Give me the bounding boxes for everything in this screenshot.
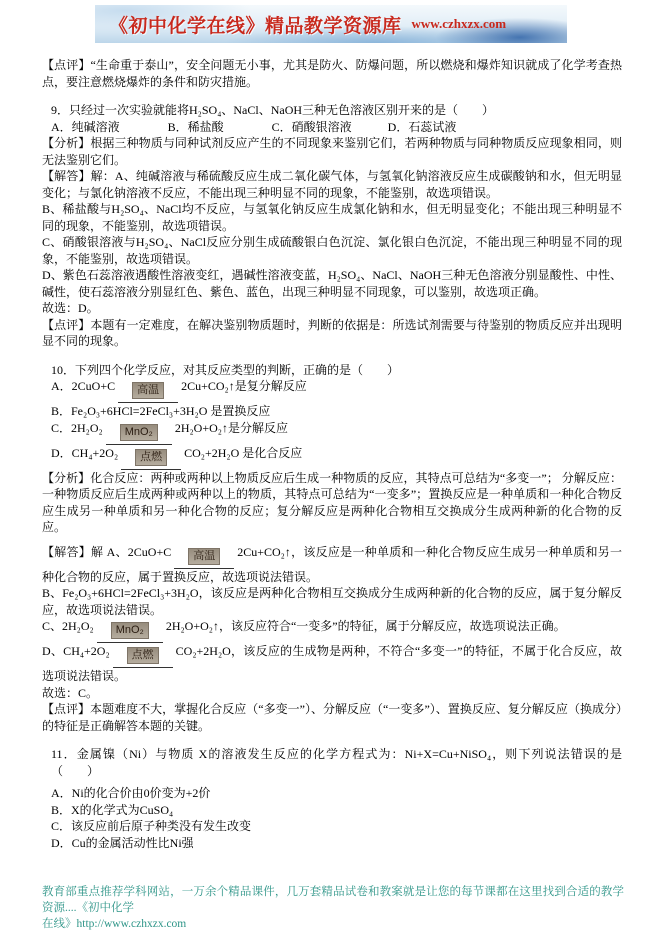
- question-9-options: A．纯碱溶液 B．稀盐酸 C．硝酸银溶液 D．石蕊试液: [51, 119, 457, 134]
- reaction-condition-label: MnO₂: [111, 622, 149, 639]
- equation-text: C、2H₂O₂: [42, 619, 94, 633]
- site-banner: [95, 5, 567, 43]
- equation-text: 2H₂O+O₂↑，该反应符合“一变多”的特征，属于分解反应，故选项说法正确。: [165, 619, 566, 633]
- banner-title: 《初中化学在线》精品教学资源库: [109, 15, 402, 37]
- question-11-option-b: B．X的化学式为CuSO₄: [51, 802, 174, 817]
- equation-text: CO₂+2H₂O，该反应的生成物是两种，不符合“多变一”的特征，不属于化合反应，故选项说法错误。: [42, 644, 622, 683]
- reaction-condition-arrow: [118, 382, 178, 403]
- question-10-option-c: [42, 420, 622, 445]
- document-body: [42, 57, 622, 851]
- q10-answer-d: [42, 643, 622, 685]
- reaction-condition-label: MnO₂: [120, 424, 158, 441]
- question-11-option-d: D．Cu的金属活动性比Ni强: [51, 835, 194, 850]
- paragraph-gap: [42, 536, 622, 544]
- reaction-condition-label: 点燃: [135, 449, 167, 466]
- reaction-condition-label: 点燃: [127, 647, 159, 664]
- reaction-condition-arrow: [174, 548, 234, 569]
- q9-answer-b: B、稀盐酸与H₂SO₄、NaCl均不反应，与氢氧化钠反应生成氯化钠和水，但无明显变化；不能出现三种明显不同的现象，不能鉴别，故选项错误。: [42, 202, 622, 233]
- q10-answer-a: [42, 544, 622, 586]
- question-11-option-a: A．Ni的化合价由0价变为+2价: [51, 786, 211, 800]
- reaction-condition-label: 高温: [188, 548, 220, 565]
- q10-answer-c: [42, 618, 622, 643]
- q9-analysis: 【分析】根据三种物质与同种试剂反应产生的不同现象来鉴别它们，若两种物质与同种物质反应现象相同，则无法鉴别它们。: [42, 136, 622, 167]
- question-10-option-a: [42, 378, 622, 403]
- footer-line2: 在线》http://www.czhxzx.com: [42, 918, 187, 930]
- question-10-stem: 10．下列四个化学反应，对其反应类型的判断，正确的是（ ）: [51, 362, 400, 377]
- paragraph-gap: [42, 734, 622, 746]
- question-11-option-c: C．该反应前后原子种类没有发生改变: [51, 819, 252, 833]
- reaction-condition-arrow: [97, 622, 163, 643]
- q10-comment: 【点评】本题难度不大，掌握化合反应（“多变一”）、分解反应（“一变多”）、置换反应、复分解反应（换成分）的特征是正确解答本题的关键。: [42, 702, 622, 733]
- reaction-condition-label: 高温: [132, 382, 164, 399]
- q9-answer-c: C、硝酸银溶液与H₂SO₄、NaCl反应分别生成硫酸银白色沉淀、氯化银白色沉淀，不能出现三种明显不同的现象，不能鉴别，故选项错误。: [42, 235, 622, 266]
- question-11-stem: 11．金属镍（Ni）与物质 X的溶液发生反应的化学方程式为：Ni+X=Cu+NiSO₄，则下列说法错误的是（ ）: [51, 747, 622, 778]
- question-10-option-b: B．Fe₂O₃+6HCl=2FeCl₃+3H₂O 是置换反应: [51, 404, 271, 418]
- q9-conclusion: 故选：D。: [42, 301, 99, 315]
- equation-text: 2H₂O+O₂↑是分解反应: [174, 420, 288, 435]
- q9-answer-d: D、紫色石蕊溶液遇酸性溶液变红，遇碱性溶液变蓝，H₂SO₄、NaCl、NaOH三种无色溶液分别显酸性、中性、碱性，使石蕊溶液分别显红色、紫色、蓝色，出现三种明显不同现象，可以鉴别，故选项正确。: [42, 268, 622, 299]
- paragraph-gap: [42, 90, 622, 102]
- equation-text: 【解答】解 A、2CuO+C: [42, 544, 172, 559]
- q10-analysis: 【分析】化合反应：两种或两种以上物质反应后生成一种物质的反应，其特点可总结为“多变一”； 分解反应：一种物质反应后生成两种或两种以上的物质，其特点可总结为“一变多”；置换反应是一种单质和一种化合物反应生成另一种单质和另一种化合物的反应；复分解反应是两种化合物相互交换成分生成两种新的化合物的反应。: [42, 470, 622, 534]
- footer-line1: 教育部重点推荐学科网站，一万余个精品课件，几万套精品试卷和教案就是让您的每节课都在这里找到合适的教学资源....《初中化学: [42, 886, 624, 914]
- equation-text: CO₂+2H₂O 是化合反应: [184, 445, 303, 460]
- q10-conclusion: 故选：C。: [42, 685, 99, 700]
- q8-comment: 【点评】“生命重于泰山”，安全问题无小事，尤其是防火、防爆问题，所以燃烧和爆炸知识就成了化学考查热点，要注意燃烧爆炸的条件和防灾措施。: [42, 58, 622, 89]
- paragraph-gap: [42, 350, 622, 362]
- question-9-stem: 9．只经过一次实验就能将H₂SO₄、NaCl、NaOH三种无色溶液区别开来的是（ ）: [51, 103, 495, 117]
- banner-url: www.czhxzx.com: [411, 16, 507, 31]
- reaction-condition-arrow: [121, 449, 181, 470]
- q9-comment: 【点评】本题有一定难度，在解决鉴别物质题时，判断的依据是：所选试剂需要与待鉴别的物质反应并出现明显不同的现象。: [42, 317, 622, 348]
- question-10-option-d: [42, 445, 622, 470]
- equation-text: D．CH₄+2O₂: [51, 445, 119, 460]
- equation-text: 2Cu+CO₂↑，该反应是一种单质和一种化合物反应生成另一种单质和另一种化合物的反应，属于置换反应，故选项说法错误。: [42, 544, 622, 584]
- equation-text: D、CH₄+2O₂: [42, 644, 110, 658]
- equation-text: A．2CuO+C: [51, 379, 116, 393]
- reaction-condition-arrow: [113, 647, 173, 668]
- reaction-condition-arrow: [106, 424, 172, 445]
- footer-note: [42, 884, 624, 932]
- equation-text: 2Cu+CO₂↑是复分解反应: [181, 379, 307, 393]
- equation-text: C．2H₂O₂: [51, 420, 103, 435]
- q9-answer-a: 【解答】解：A、纯碱溶液与稀硫酸反应生成二氧化碳气体，与氢氧化钠溶液反应生成碳酸钠和水，但无明显变化；与氯化钠溶液不反应，不能出现三种明显不同的现象，不能鉴别，故选项错误。: [42, 169, 622, 200]
- q10-answer-b: B、Fe₂O₃+6HCl=2FeCl₃+3H₂O，该反应是两种化合物相互交换成分生成两种新的化合物的反应，属于复分解反应，故选项说法错误。: [42, 586, 622, 617]
